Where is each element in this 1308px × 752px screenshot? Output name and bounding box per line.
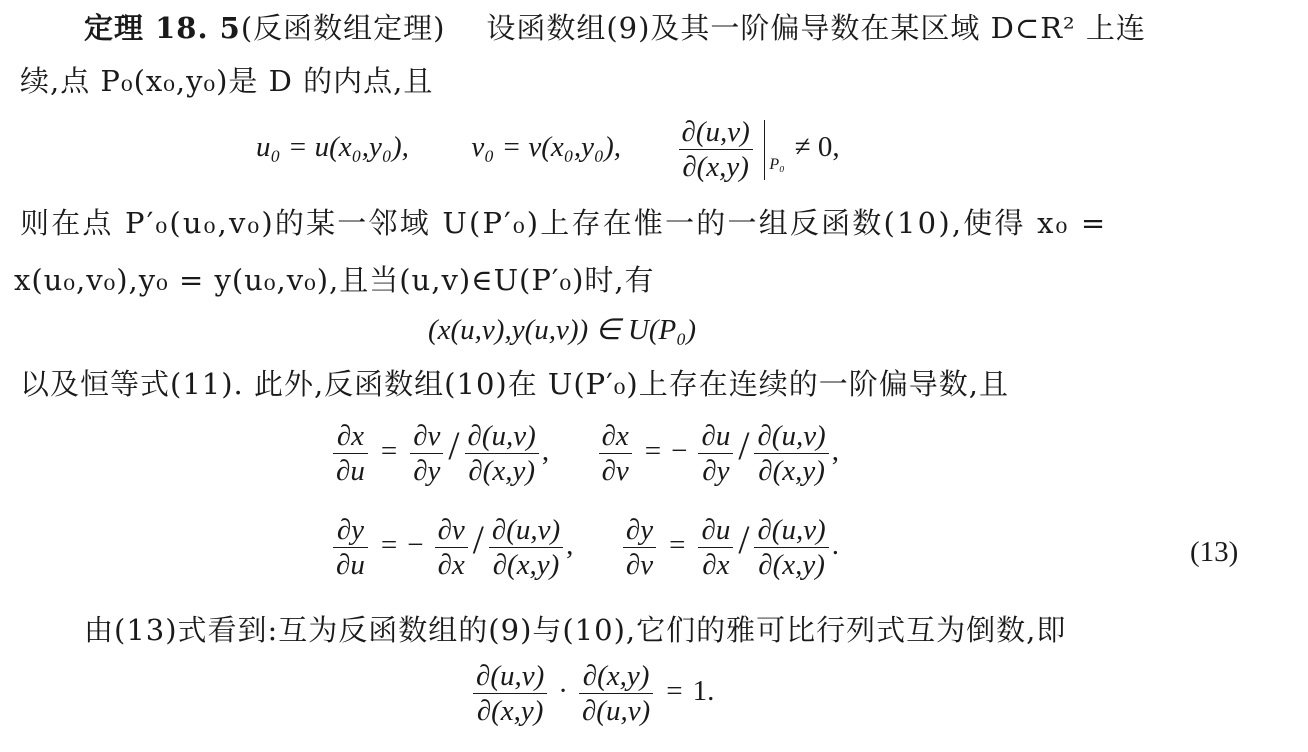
not-equal-zero: ≠ 0, (794, 131, 840, 164)
frac-jacobian: $\frac{\partial(u,v)}{\partial(x,y)}$ (489, 514, 563, 581)
cond-u: u₀ = u(x₀,y₀), (256, 131, 409, 164)
frac-du-dx: $\frac{\partial u}{\partial x}$ (698, 514, 733, 581)
conclusion-line: 由(13)式看到:互为反函数组的(9)与(10),它们的雅可比行列式互为倒数,即 (84, 613, 1067, 647)
theorem-heading: 定理 18. 5 (84, 11, 241, 45)
partial-derivatives-row2: $\frac{\partial y}{\partial u}$ = − $\frac{\partial v}{\partial x}$ / $\frac{\partial(u,v)}{\partial(x,y)}$ , $\frac{\partial y}{\partial v}$ = $\frac{\partial u}{\partial x}$ / $\frac{\partial(u,v)}{\partial(x,y)}$ . (330, 514, 839, 581)
frac-dv-dx: $\frac{\partial v}{\partial x}$ (435, 514, 468, 581)
theorem-statement-line2: 续,点 P₀(x₀,y₀)是 D 的内点,且 (20, 64, 434, 98)
theorem-statement-line3: 则在点 P′₀(u₀,v₀)的某一邻域 U(P′₀)上存在惟一的一组反函数(10),使得 x₀ = (20, 206, 1108, 240)
equation-number: (13) (1190, 536, 1239, 568)
jacobian-denominator: ∂(x,y) (682, 151, 749, 183)
frac-jacobian: $\frac{\partial(u,v)}{\partial(x,y)}$ (754, 420, 828, 487)
evaluation-bar (764, 120, 766, 180)
membership-equation: (x(u,v),y(u,v)) ∈ U(P₀) (428, 314, 696, 346)
partial-derivatives-row1: $\frac{\partial x}{\partial u}$ = $\frac{\partial v}{\partial y}$ / $\frac{\partial(u,v)}{\partial(x,y)}$ , $\frac{\partial x}{\partial v}$ = − $\frac{\partial u}{\partial y}$ / $\frac{\partial(u,v)}{\partial(x,y)}$ , (330, 420, 839, 487)
theorem-first-line (84, 10, 1146, 46)
frac-dy-du: $\frac{\partial y}{\partial u}$ (333, 514, 368, 581)
frac-jacobian: $\frac{\partial(u,v)}{\partial(x,y)}$ (465, 420, 539, 487)
frac-jacobian-xy-uv: $\frac{\partial(x,y)}{\partial(u,v)}$ (579, 660, 653, 727)
frac-dx-du: $\frac{\partial x}{\partial u}$ (333, 420, 368, 487)
theorem-statement-line4: x(u₀,v₀),y₀ = y(u₀,v₀),且当(u,v)∈U(P′₀)时,有 (14, 263, 655, 297)
cond-v: v₀ = v(x₀,y₀), (471, 131, 621, 164)
jacobian-fraction (679, 116, 753, 183)
frac-dv-dy: $\frac{\partial v}{\partial y}$ (410, 420, 443, 487)
frac-jacobian: $\frac{\partial(u,v)}{\partial(x,y)}$ (754, 514, 828, 581)
theorem-name: (反函数组定理) (240, 11, 446, 45)
frac-dy-dv: $\frac{\partial y}{\partial v}$ (623, 514, 656, 581)
evaluation-point: P₀ (769, 156, 785, 173)
initial-condition-equation (256, 116, 840, 183)
jacobian-numerator: ∂(u,v) (679, 116, 753, 150)
frac-du-dy: $\frac{\partial u}{\partial y}$ (698, 420, 733, 487)
frac-jacobian-uv-xy: $\frac{\partial(u,v)}{\partial(x,y)}$ (473, 660, 547, 727)
theorem-statement-line5: 以及恒等式(11). 此外,反函数组(10)在 U(P′₀)上存在连续的一阶偏导数,且 (20, 367, 1009, 401)
theorem-statement-line1: 设函数组(9)及其一阶偏导数在某区域 D⊂R² 上连 (486, 11, 1146, 45)
reciprocal-jacobian-equation: $\frac{\partial(u,v)}{\partial(x,y)}$ · $\frac{\partial(x,y)}{\partial(u,v)}$ = 1. (470, 660, 714, 727)
frac-dx-dv: $\frac{\partial x}{\partial v}$ (599, 420, 632, 487)
